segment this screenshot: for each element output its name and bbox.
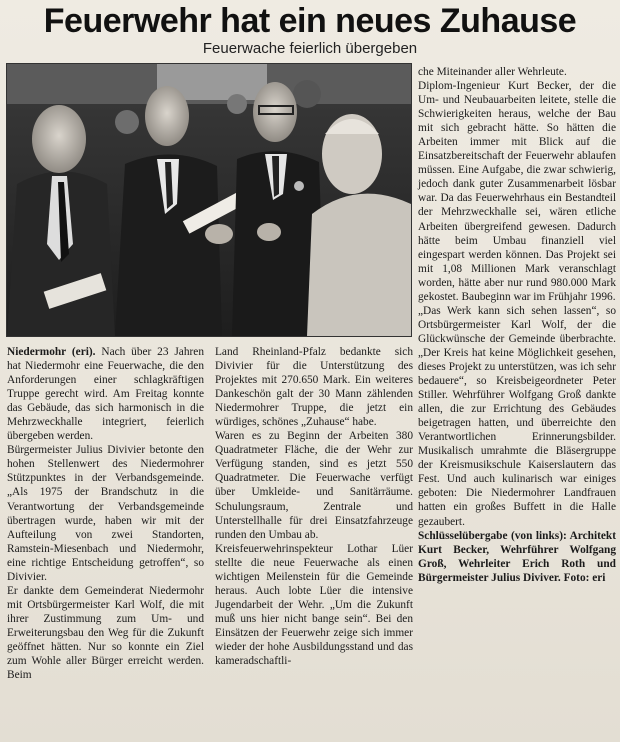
paragraph: Er dankte dem Gemeinderat Niedermohr mit Ortsbürgermeister Karl Wolf, die mit ihrer Zustimmung zum Um- und Erweiterungsbau den Weg für die Zukunft geöffnet hätten. Nur so konnte ein Ziel zum Wohle aller Bürger erreicht werden. Beim: [7, 584, 204, 682]
paragraph: Bürgermeister Julius Divivier betonte den hohen Stellenwert des Niedermohrer Stützpunktes in der Verbandsgemeinde. „Als 1975 der Brandschutz in die Verantwortung der Verbandsgemeinde übertragen wurde, haben wir mit der Aufteilung von zwei Standorten, Ramstein-Miesenbach und Niedermohr, eine richtige Entscheidung getroffen“, so Divivier.: [7, 444, 204, 583]
byline: Niedermohr (eri).: [7, 346, 96, 358]
subheadline: Feuerwache feierlich übergeben: [202, 40, 418, 57]
paragraph: [7, 345, 204, 443]
article-column-3: [418, 65, 616, 585]
headline: Feuerwehr hat ein neues Zuhause: [43, 2, 577, 40]
paragraph: Kreisfeuerwehrinspekteur Lothar Lüer stellte die neue Feuerwache als einen wichtigen Meilenstein für die Gemeinde heraus. Auch lobte Lüer die intensive Jugendarbeit der Wehr. „Um die Zukunft muß uns hier nicht bange sein“. Bei den Einsätzen der Feuerwehr zeige sich immer wieder der hohe Ausbildungsstand und das kameradschaftli-: [215, 542, 413, 668]
caption-text: Schlüsselübergabe (von links): Architekt Kurt Becker, Wehrführer Wolfgang Groß, Wehrleiter Erich Roth und Bürgermeister Julius Diviver.: [418, 529, 616, 584]
article-column-2: [215, 345, 413, 668]
paragraph: Land Rheinland-Pfalz bedankte sich Divivier für die Unterstützung des Projektes mit 270.650 Mark. Ein weiteres Dankeschön galt der 30 Mann zählenden Niedermohrer Truppe, die jetzt ein würdiges, schönes „Zuhause“ habe.: [215, 346, 413, 429]
article-photo: [6, 63, 412, 337]
paragraph: „Das Werk kann sich sehen lassen“, so Ortsbürgermeister Karl Wolf, der die Glückwünsche der Gemeinde überbrachte. „Der Kreis hat keine Möglichkeit gesehen, dieses Projekt zu unterstützen, was ich sehr bedauere“, so Kreisbeigeordneter Peter Stiller. Wehrführer Wolfgang Groß dankte allen, die zur Errichtung des Gebäudes beigetragen hatten, und überreichte den Verantwortlichen Erinnerungsbilder. Musikalisch umrahmte die Bläsergruppe der Kreismusikschule Kaiserslautern das Fest. Und auch kulinarisch war einiges geboten: Die Niedermohrer Landfrauen hatten ein großes Buffett in die Halle gezaubert.: [418, 304, 616, 528]
paragraph-text: Nach über 23 Jahren hat Niedermohr eine Feuerwache, die den Anforderungen einer schlagkräftigen Truppe gerecht wird. Am Freitag konnte das Gebäude, das sich harmonisch in die Mehrzweckhalle integriert, feierlich übergeben werden.: [7, 346, 204, 443]
paragraph: Waren es zu Beginn der Arbeiten 380 Quadratmeter Fläche, die der Wehr zur Verfügung standen, sind es jetzt 550 Quadratmeter. Die Feuerwache verfügt über Umkleide- und Sanitärräume. Schulungsraum, Zentrale und Unterstellhalle für drei Einsatzfahrzeuge runden den Umbau ab.: [215, 430, 413, 541]
paragraph: che Miteinander aller Wehrleute.: [418, 66, 567, 78]
photo-caption: [418, 529, 616, 585]
article-column-1: [7, 345, 204, 682]
paragraph: Diplom-Ingenieur Kurt Becker, der die Um- und Neubauarbeiten leitete, stelle die Schwierigkeiten heraus, welche der Bau mit sich gebracht hätte. So hätten die Arbeiten immer mit Blick auf die Einsatzbereitschaft der Feuerwehr ablaufen müssen. Eine Aufgabe, die zwar schwierig, jedoch dank guter Zusammenarbeit lösbar war. Da das Feuerwehrhaus ein Bestandteil der Mehrzweckhalle sei, wären etliche Arbeiten übergreifend gewesen. Dadurch hätte beim Umbau finanziell viel eingespart werden können. Das Projekt sei mit 1,08 Millionen Mark veranschlagt worden, hätte aber nur rund 980.000 Mark gekostet. Baubeginn war im Frühjahr 1996.: [418, 80, 616, 303]
photo-credit: Foto: eri: [563, 571, 606, 584]
